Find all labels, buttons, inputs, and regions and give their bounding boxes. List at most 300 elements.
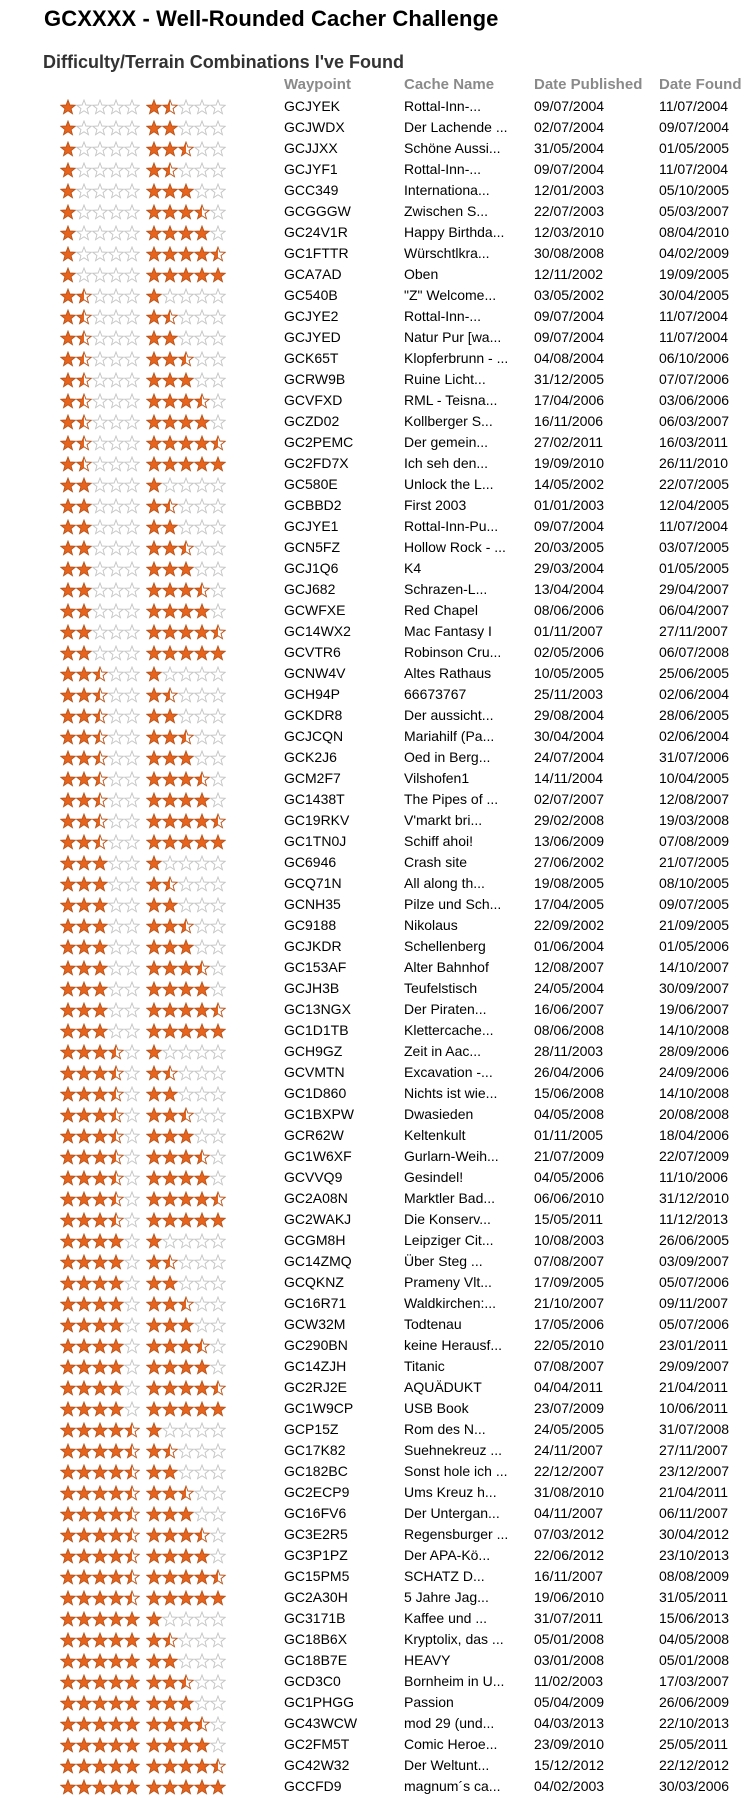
table-row [0,1587,750,1608]
star-icon [211,1066,225,1080]
difficulty-rating [60,792,140,808]
star-icon [77,415,91,429]
star-icon [109,1150,123,1164]
star-icon [109,247,123,261]
star-icon [93,1759,107,1773]
date-found-cell: 28/06/2005 [659,707,730,723]
difficulty-rating [60,1779,140,1795]
star-icon [179,1234,193,1248]
star-icon [147,835,161,849]
star-icon [109,289,123,303]
star-icon [179,1675,193,1689]
star-icon [211,877,225,891]
waypoint-cell: GCM2F7 [284,770,341,786]
difficulty-rating [60,225,140,241]
star-icon [211,1381,225,1395]
star-icon [125,394,139,408]
star-icon [93,877,107,891]
star-icon [109,1003,123,1017]
star-icon [93,541,107,555]
cache-name-cell: Der gemein... [404,434,489,450]
waypoint-cell: GC13NGX [284,1001,351,1017]
star-icon [61,205,75,219]
star-icon [195,520,209,534]
star-icon [93,1633,107,1647]
terrain-rating [146,225,226,241]
star-icon [195,625,209,639]
table-row [0,1629,750,1650]
star-icon [211,310,225,324]
terrain-rating [146,729,226,745]
star-icon [211,1591,225,1605]
star-icon [61,772,75,786]
terrain-rating [146,834,226,850]
cache-name-cell: Zeit in Aac... [404,1043,482,1059]
star-icon [109,1129,123,1143]
cache-name-cell: First 2003 [404,497,467,513]
star-icon [109,1045,123,1059]
star-icon [61,541,75,555]
star-icon [61,1759,75,1773]
star-icon [125,772,139,786]
date-published-cell: 12/08/2007 [534,959,605,975]
star-icon [163,835,177,849]
waypoint-cell: GCNW4V [284,665,346,681]
waypoint-cell: GCJ682 [284,581,336,597]
star-icon [195,289,209,303]
star-icon [195,1633,209,1647]
star-icon [93,646,107,660]
star-icon [61,793,75,807]
star-icon [179,1129,193,1143]
waypoint-cell: GC18B7E [284,1652,348,1668]
header-date-published: Date Published [534,76,643,93]
date-found-cell: 31/05/2011 [659,1589,729,1605]
star-icon [195,1045,209,1059]
terrain-rating [146,981,226,997]
star-icon [77,982,91,996]
star-icon [93,142,107,156]
star-icon [163,268,177,282]
waypoint-cell: GCH9GZ [284,1043,343,1059]
star-icon [61,1717,75,1731]
star-icon [77,940,91,954]
date-published-cell: 01/11/2007 [534,623,604,639]
star-icon [147,1591,161,1605]
difficulty-rating [60,1149,140,1165]
star-icon [163,1423,177,1437]
table-row [0,1083,750,1104]
waypoint-cell: GC14ZMQ [284,1253,352,1269]
date-published-cell: 24/07/2004 [534,749,605,765]
star-icon [93,1003,107,1017]
waypoint-cell: GC3171B [284,1610,346,1626]
star-icon [61,1171,75,1185]
cache-name-cell: Mariahilf (Pa... [404,728,495,744]
star-icon [179,1696,193,1710]
date-found-cell: 22/12/2012 [659,1757,730,1773]
date-found-cell: 12/08/2007 [659,791,730,807]
terrain-rating [146,372,226,388]
star-icon [125,1738,139,1752]
star-icon [147,247,161,261]
terrain-rating [146,1275,226,1291]
star-icon [179,1570,193,1584]
terrain-rating [146,162,226,178]
star-icon [211,1570,225,1584]
star-icon [125,1150,139,1164]
star-icon [211,982,225,996]
star-icon [179,1213,193,1227]
table-row [0,306,750,327]
star-icon [195,1234,209,1248]
star-icon [163,898,177,912]
star-icon [109,835,123,849]
waypoint-cell: GCJ1Q6 [284,560,339,576]
date-found-cell: 30/09/2007 [659,980,730,996]
cache-name-cell: Schellenberg [404,938,486,954]
star-icon [163,961,177,975]
date-found-cell: 05/03/2007 [659,203,730,219]
star-icon [163,1066,177,1080]
star-icon [61,457,75,471]
star-icon [61,1402,75,1416]
cache-name-cell: SCHATZ D... [404,1568,485,1584]
difficulty-rating [60,918,140,934]
date-found-cell: 05/07/2006 [659,1316,730,1332]
waypoint-cell: GC2RJ2E [284,1379,348,1395]
star-icon [179,919,193,933]
waypoint-cell: GCJKDR [284,938,342,954]
star-icon [61,1738,75,1752]
star-icon [93,163,107,177]
terrain-rating [146,1716,226,1732]
star-icon [179,1339,193,1353]
star-icon [179,898,193,912]
date-found-cell: 15/06/2013 [659,1610,730,1626]
star-icon [93,1549,107,1563]
date-found-cell: 03/09/2007 [659,1253,730,1269]
star-icon [93,856,107,870]
table-row [0,1356,750,1377]
star-icon [61,856,75,870]
star-icon [125,541,139,555]
star-icon [109,1318,123,1332]
star-icon [147,541,161,555]
star-icon [179,1444,193,1458]
difficulty-rating [60,120,140,136]
terrain-rating [146,1191,226,1207]
terrain-rating [146,1086,226,1102]
date-published-cell: 27/06/2002 [534,854,605,870]
star-icon [77,1213,91,1227]
star-icon [211,1108,225,1122]
waypoint-cell: GCJYEK [284,98,341,114]
star-icon [77,499,91,513]
star-icon [93,982,107,996]
star-icon [125,1003,139,1017]
table-row [0,1692,750,1713]
difficulty-rating [60,687,140,703]
table-row [0,453,750,474]
star-icon [211,1780,225,1794]
star-icon [179,1654,193,1668]
date-published-cell: 16/06/2007 [534,1001,605,1017]
difficulty-rating [60,1527,140,1543]
star-icon [195,1087,209,1101]
terrain-rating [146,1695,226,1711]
star-icon [109,1675,123,1689]
star-icon [179,1024,193,1038]
cache-name-cell: Leipziger Cit... [404,1232,494,1248]
table-row [0,1377,750,1398]
star-icon [125,1318,139,1332]
waypoint-cell: GCK2J6 [284,749,337,765]
date-published-cell: 02/07/2007 [534,791,605,807]
star-icon [93,457,107,471]
star-icon [61,1234,75,1248]
cache-name-cell: USB Book [404,1400,469,1416]
star-icon [147,1066,161,1080]
star-icon [179,940,193,954]
star-icon [147,940,161,954]
waypoint-cell: GC1W9CP [284,1400,354,1416]
star-icon [109,457,123,471]
terrain-rating [146,1065,226,1081]
star-icon [179,1318,193,1332]
star-icon [211,1297,225,1311]
star-icon [77,793,91,807]
star-icon [195,1066,209,1080]
star-icon [109,310,123,324]
star-icon [211,1549,225,1563]
star-icon [125,1780,139,1794]
star-icon [125,1633,139,1647]
star-icon [147,1570,161,1584]
star-icon [195,793,209,807]
table-row [0,495,750,516]
table-row [0,999,750,1020]
star-icon [109,1759,123,1773]
star-icon [163,1549,177,1563]
star-icon [125,1612,139,1626]
star-icon [195,1402,209,1416]
star-icon [195,1570,209,1584]
star-icon [61,1381,75,1395]
terrain-rating [146,1779,226,1795]
cache-name-cell: Gurlarn-Weih... [404,1148,499,1164]
terrain-rating [146,687,226,703]
star-icon [77,625,91,639]
cache-name-cell: Rottal-Inn-... [404,308,482,324]
star-icon [61,415,75,429]
waypoint-cell: GC2PEMC [284,434,354,450]
star-icon [93,835,107,849]
star-icon [211,1402,225,1416]
table-row [0,474,750,495]
terrain-rating [146,435,226,451]
star-icon [211,919,225,933]
star-icon [163,541,177,555]
header-date-found: Date Found [659,76,742,93]
star-icon [179,646,193,660]
star-icon [179,1612,193,1626]
star-icon [195,1759,209,1773]
waypoint-cell: GC2WAKJ [284,1211,352,1227]
star-icon [77,1759,91,1773]
terrain-rating [146,309,226,325]
terrain-rating [146,1023,226,1039]
waypoint-cell: GCGGGW [284,203,351,219]
star-icon [195,583,209,597]
star-icon [93,1402,107,1416]
star-icon [109,709,123,723]
cache-name-cell: RML - Teisna... [404,392,498,408]
date-found-cell: 27/11/2007 [659,623,729,639]
table-row [0,96,750,117]
star-icon [109,1276,123,1290]
star-icon [109,1108,123,1122]
waypoint-cell: GCP15Z [284,1421,339,1437]
star-icon [195,352,209,366]
star-icon [109,1738,123,1752]
difficulty-rating [60,519,140,535]
table-row [0,768,750,789]
star-icon [163,646,177,660]
waypoint-cell: GC580E [284,476,338,492]
waypoint-cell: GC24V1R [284,224,348,240]
table-row [0,642,750,663]
star-icon [125,100,139,114]
table-row [0,1671,750,1692]
date-found-cell: 26/11/2010 [659,455,729,471]
table-row [0,894,750,915]
star-icon [195,688,209,702]
date-found-cell: 03/07/2005 [659,539,730,555]
star-icon [195,121,209,135]
date-published-cell: 07/03/2012 [534,1526,605,1542]
date-published-cell: 04/08/2004 [534,350,605,366]
date-found-cell: 03/06/2006 [659,392,730,408]
star-icon [211,1024,225,1038]
star-icon [109,1255,123,1269]
waypoint-cell: GCN5FZ [284,539,340,555]
star-icon [77,1255,91,1269]
star-icon [93,940,107,954]
star-icon [125,289,139,303]
star-icon [179,730,193,744]
date-published-cell: 30/08/2008 [534,245,605,261]
date-found-cell: 31/07/2006 [659,749,730,765]
date-published-cell: 08/06/2008 [534,1022,605,1038]
date-found-cell: 18/04/2006 [659,1127,730,1143]
star-icon [93,583,107,597]
star-icon [179,709,193,723]
star-icon [179,835,193,849]
star-icon [93,625,107,639]
star-icon [61,751,75,765]
star-icon [163,1171,177,1185]
difficulty-rating [60,1611,140,1627]
star-icon [147,919,161,933]
star-icon [195,877,209,891]
waypoint-cell: GC1BXPW [284,1106,355,1122]
table-row [0,1146,750,1167]
star-icon [93,1171,107,1185]
star-icon [211,667,225,681]
star-icon [147,499,161,513]
terrain-rating [146,183,226,199]
date-found-cell: 27/11/2007 [659,1442,729,1458]
difficulty-rating [60,1086,140,1102]
star-icon [179,1360,193,1374]
star-icon [109,961,123,975]
star-icon [109,1444,123,1458]
star-icon [147,1045,161,1059]
star-icon [125,1171,139,1185]
star-icon [195,394,209,408]
table-row [0,537,750,558]
star-icon [77,1570,91,1584]
date-published-cell: 22/07/2003 [534,203,605,219]
waypoint-cell: GCQKNZ [284,1274,344,1290]
star-icon [211,1738,225,1752]
star-icon [147,793,161,807]
star-icon [211,1633,225,1647]
difficulty-rating [60,750,140,766]
star-icon [61,352,75,366]
difficulty-rating [60,540,140,556]
star-icon [211,1129,225,1143]
star-icon [109,1465,123,1479]
star-icon [195,1423,209,1437]
star-icon [109,1696,123,1710]
cache-name-cell: Pilze und Sch... [404,896,502,912]
star-icon [195,1024,209,1038]
table-row [0,1314,750,1335]
date-published-cell: 16/11/2007 [534,1568,604,1584]
cache-name-cell: 5 Jahre Jag... [404,1589,489,1605]
star-icon [77,289,91,303]
star-icon [61,163,75,177]
cache-name-cell: Unlock the L... [404,476,494,492]
star-icon [93,310,107,324]
difficulty-rating [60,939,140,955]
waypoint-cell: GCH94P [284,686,341,702]
star-icon [211,457,225,471]
star-icon [77,961,91,975]
difficulty-rating [60,1296,140,1312]
star-icon [93,1675,107,1689]
star-icon [147,1780,161,1794]
star-icon [125,1717,139,1731]
waypoint-cell: GC42W32 [284,1757,350,1773]
star-icon [93,1507,107,1521]
star-icon [195,163,209,177]
star-icon [147,667,161,681]
star-icon [163,1003,177,1017]
difficulty-rating [60,645,140,661]
terrain-rating [146,204,226,220]
star-icon [61,1213,75,1227]
star-icon [211,1087,225,1101]
terrain-rating [146,1527,226,1543]
star-icon [61,100,75,114]
date-published-cell: 10/05/2005 [534,665,605,681]
star-icon [163,1087,177,1101]
star-icon [163,1780,177,1794]
star-icon [147,1465,161,1479]
